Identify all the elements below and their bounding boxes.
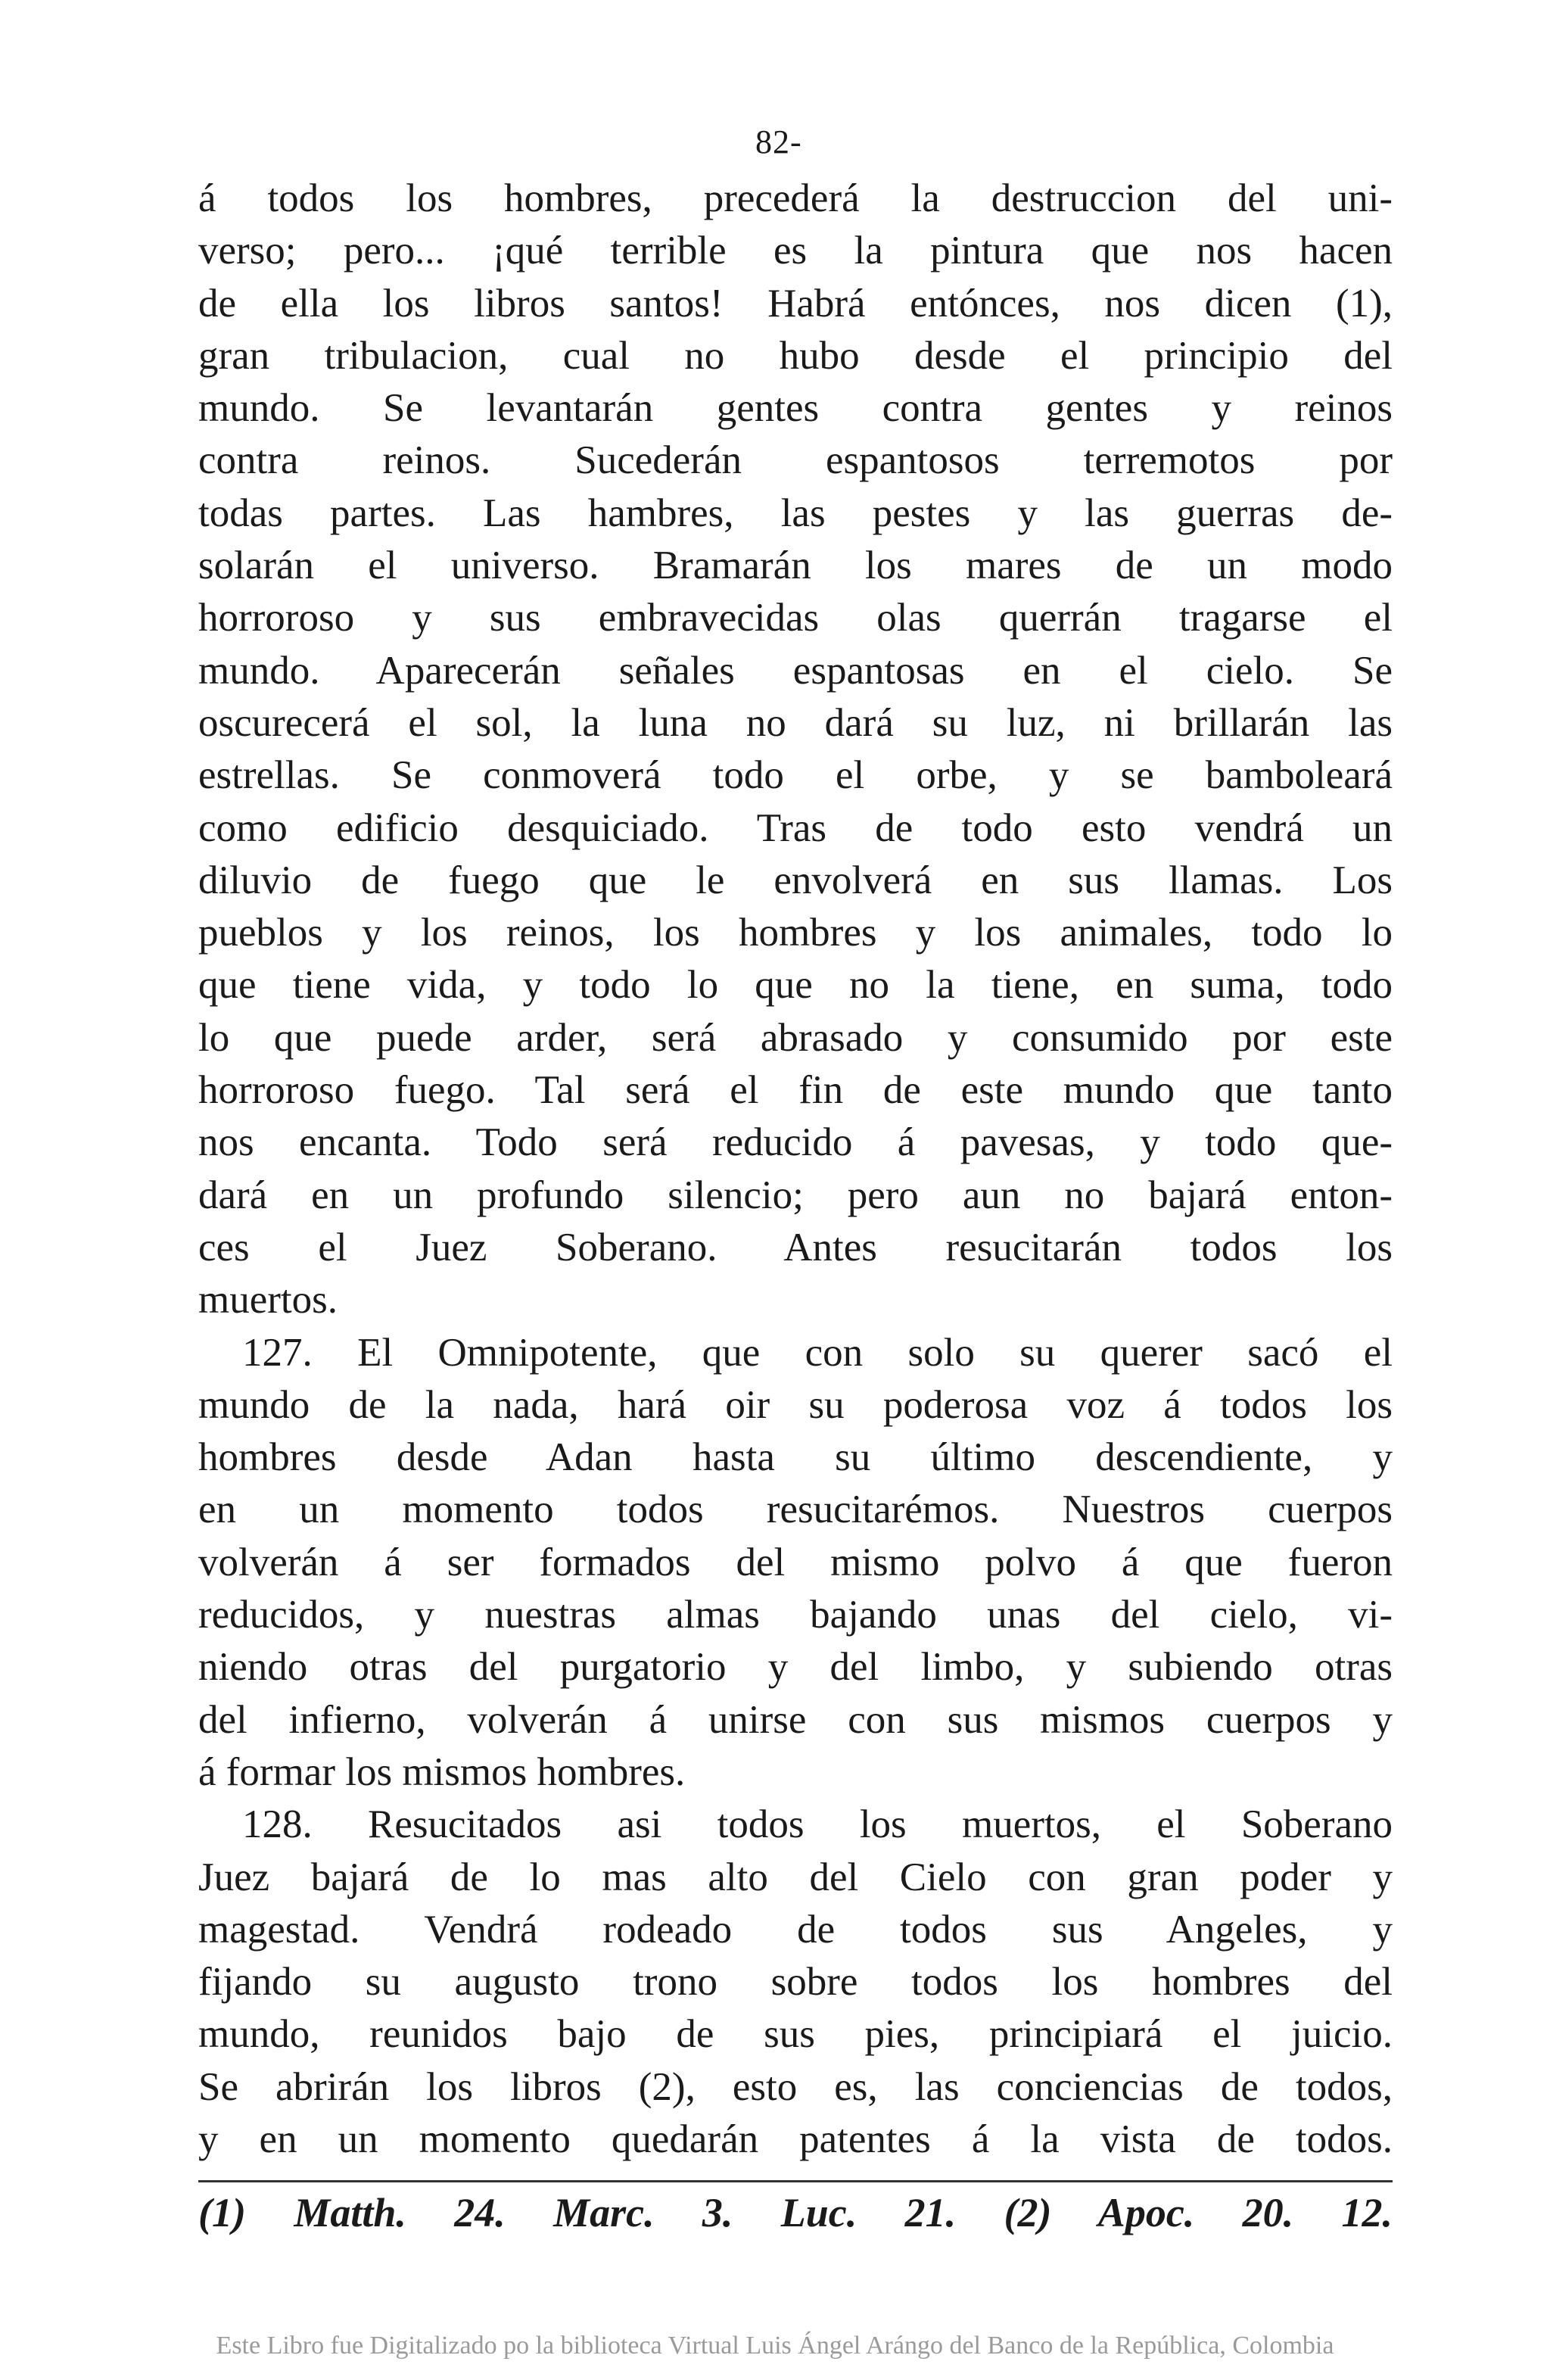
text-line: volverán á ser formados del mismo polvo á que fueron (198, 1540, 1393, 1584)
text-line: niendo otras del purgatorio y del limbo, y subiendo otras (198, 1645, 1393, 1690)
footnotes: (1) Matth. 24. Marc. 3. Luc. 21. (2) Apoc. 20. 12. (198, 2190, 1393, 2235)
text-line: á todos los hombres, precederá la destruccion del uni- (198, 176, 1393, 220)
text-line: dará en un profundo silencio; pero aun no bajará enton- (198, 1173, 1393, 1217)
text-line: de ella los libros santos! Habrá entónces, nos dicen (1), (198, 281, 1393, 326)
page-number: 82- (755, 123, 802, 160)
text-line: á formar los mismos hombres. (198, 1749, 686, 1794)
text-line: como edificio desquiciado. Tras de todo esto vendrá un (198, 805, 1393, 850)
text-line: mundo. Se levantarán gentes contra gentes y reinos (198, 386, 1393, 431)
text-line: pueblos y los reinos, los hombres y los animales, todo lo (198, 911, 1393, 955)
text-line: muertos. (198, 1278, 338, 1322)
text-line: mundo. Aparecerán señales espantosas en el cielo. Se (198, 648, 1393, 693)
digitization-notice: Este Libro fue Digitalizado po la biblioteca Virtual Luis Ángel Arángo del Banco de la República, Colombia (216, 2332, 1334, 2360)
body-text (198, 173, 1393, 2166)
footnote-divider (198, 2180, 1393, 2182)
text-line: ces el Juez Soberano. Antes resucitarán todos los (198, 1225, 1393, 1269)
text-line: horroroso y sus embravecidas olas querrán tragarse el (198, 596, 1393, 640)
text-line: Se abrirán los libros (2), esto es, las conciencias de todos, (198, 2064, 1393, 2109)
paragraph-127-start: 127. El Omnipotente, que con solo su querer sacó el (242, 1330, 1393, 1375)
text-line: del infierno, volverán á unirse con sus mismos cuerpos y (198, 1697, 1393, 1742)
text-line: verso; pero... ¡qué terrible es la pintura que nos hacen (198, 229, 1393, 273)
text-line: gran tribulacion, cual no hubo desde el principio del (198, 333, 1393, 378)
text-line: mundo de la nada, hará oir su poderosa voz á todos los (198, 1382, 1393, 1427)
text-line: reducidos, y nuestras almas bajando unas del cielo, vi- (198, 1593, 1393, 1637)
text-line: diluvio de fuego que le envolverá en sus llamas. Los (198, 858, 1393, 902)
text-line: en un momento todos resucitarémos. Nuestros cuerpos (198, 1488, 1393, 1532)
text-line: estrellas. Se conmoverá todo el orbe, y se bamboleará (198, 753, 1393, 798)
text-line: mundo, reunidos bajo de sus pies, principiará el juicio. (198, 2012, 1393, 2057)
text-line: magestad. Vendrá rodeado de todos sus Angeles, y (198, 1907, 1393, 1952)
text-line: hombres desde Adan hasta su último descendiente, y (198, 1435, 1393, 1480)
text-line: contra reinos. Sucederán espantosos terremotos por (198, 438, 1393, 483)
text-line: nos encanta. Todo será reducido á pavesas, y todo que- (198, 1120, 1393, 1165)
text-line: oscurecerá el sol, la luna no dará su luz, ni brillarán las (198, 700, 1393, 745)
text-line: solarán el universo. Bramarán los mares de un modo (198, 544, 1393, 588)
text-line: horroroso fuego. Tal será el fin de este mundo que tanto (198, 1068, 1393, 1113)
text-line: que tiene vida, y todo lo que no la tiene, en suma, todo (198, 963, 1393, 1008)
text-line: Juez bajará de lo mas alto del Cielo con gran poder y (198, 1855, 1393, 1899)
paragraph-128-start: 128. Resucitados asi todos los muertos, el Soberano (242, 1802, 1393, 1847)
text-line: fijando su augusto trono sobre todos los hombres del (198, 1960, 1393, 2005)
text-line: y en un momento quedarán patentes á la vista de todos. (198, 2117, 1393, 2161)
text-line: todas partes. Las hambres, las pestes y las guerras de- (198, 491, 1393, 535)
text-line: lo que puede arder, será abrasado y consumido por este (198, 1015, 1393, 1060)
